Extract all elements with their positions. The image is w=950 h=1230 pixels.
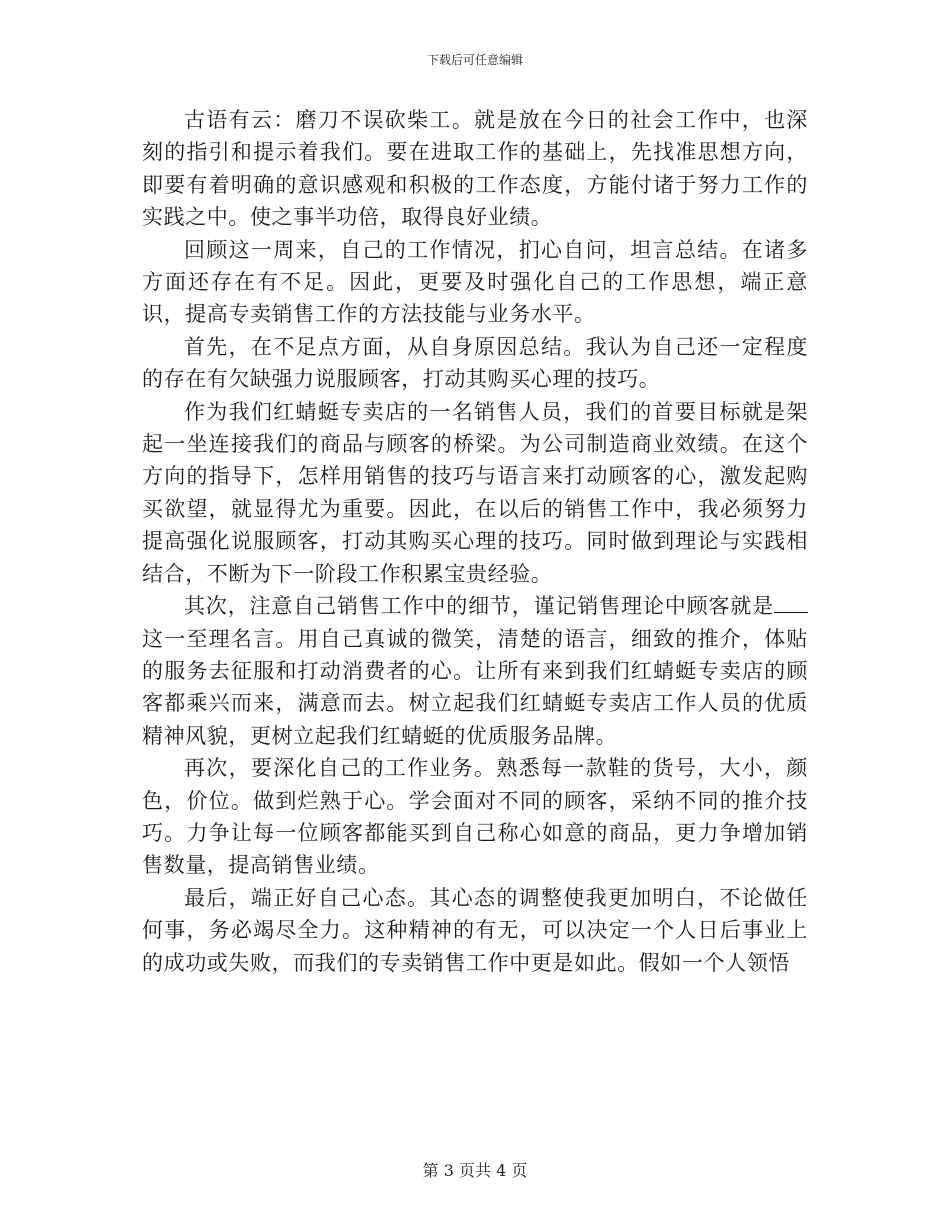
paragraph-5 <box>142 590 808 752</box>
page-number: 第 3 页共 4 页 <box>422 1161 528 1180</box>
paragraph-2: 回顾这一周来，自己的工作情况，扪心自问，坦言总结。在诸多方面还存在有不足。因此，更要及时强化自己的工作思想，端正意识，提高专卖销售工作的方法技能与业务水平。 <box>142 237 808 327</box>
paragraph-1: 古语有云：磨刀不误砍柴工。就是放在今日的社会工作中，也深刻的指引和提示着我们。要在进取工作的基础上，先找准思想方向，即要有着明确的意识感观和积极的工作态度，方能付诸于努力工作的实践之中。使之事半功倍，取得良好业绩。 <box>142 108 808 230</box>
page-header: 下载后可任意编辑 <box>426 53 523 67</box>
paragraph-7: 最后，端正好自己心态。其心态的调整使我更加明白，不论做任何事，务必竭尽全力。这种精神的有无，可以决定一个人日后事业上的成功或失败，而我们的专卖销售工作中更是如此。假如一个人领悟 <box>142 885 808 975</box>
paragraph-4: 作为我们红蜻蜓专卖店的一名销售人员，我们的首要目标就是架起一坐连接我们的商品与顾客的桥梁。为公司制造商业效绩。在这个方向的指导下，怎样用销售的技巧与语言来打动顾客的心，激发起购买欲望，就显得尤为重要。因此，在以后的销售工作中，我必须努力提高强化说服顾客，打动其购买心理的技巧。同时做到理论与实践相结合，不断为下一阶段工作积累宝贵经验。 <box>142 399 808 586</box>
paragraph-6: 再次，要深化自己的工作业务。熟悉每一款鞋的货号，大小，颜色，价位。做到烂熟于心。学会面对不同的顾客，采纳不同的推介技巧。力争让每一位顾客都能买到自己称心如意的商品，更力争增加销售数量，提高销售业绩。 <box>142 756 808 878</box>
paragraph-5-after-blank: 这一至理名言。用自己真诚的微笑，清楚的语言，细致的推介，体贴的服务去征服和打动消费者的心。让所有来到我们红蜻蜓专卖店的顾客都乘兴而来，满意而去。树立起我们红蜻蜓专卖店工作人员的优质精神风貌，更树立起我们红蜻蜓的优质服务品牌。 <box>142 626 808 748</box>
paragraph-3: 首先，在不足点方面，从自身原因总结。我认为自己还一定程度的存在有欠缺强力说服顾客，打动其购买心理的技巧。 <box>142 334 808 392</box>
paragraph-5-before-blank: 其次，注意自己销售工作中的细节，谨记销售理论中顾客就是 <box>184 594 774 619</box>
fill-in-blank <box>774 594 808 613</box>
document-body <box>142 104 808 979</box>
